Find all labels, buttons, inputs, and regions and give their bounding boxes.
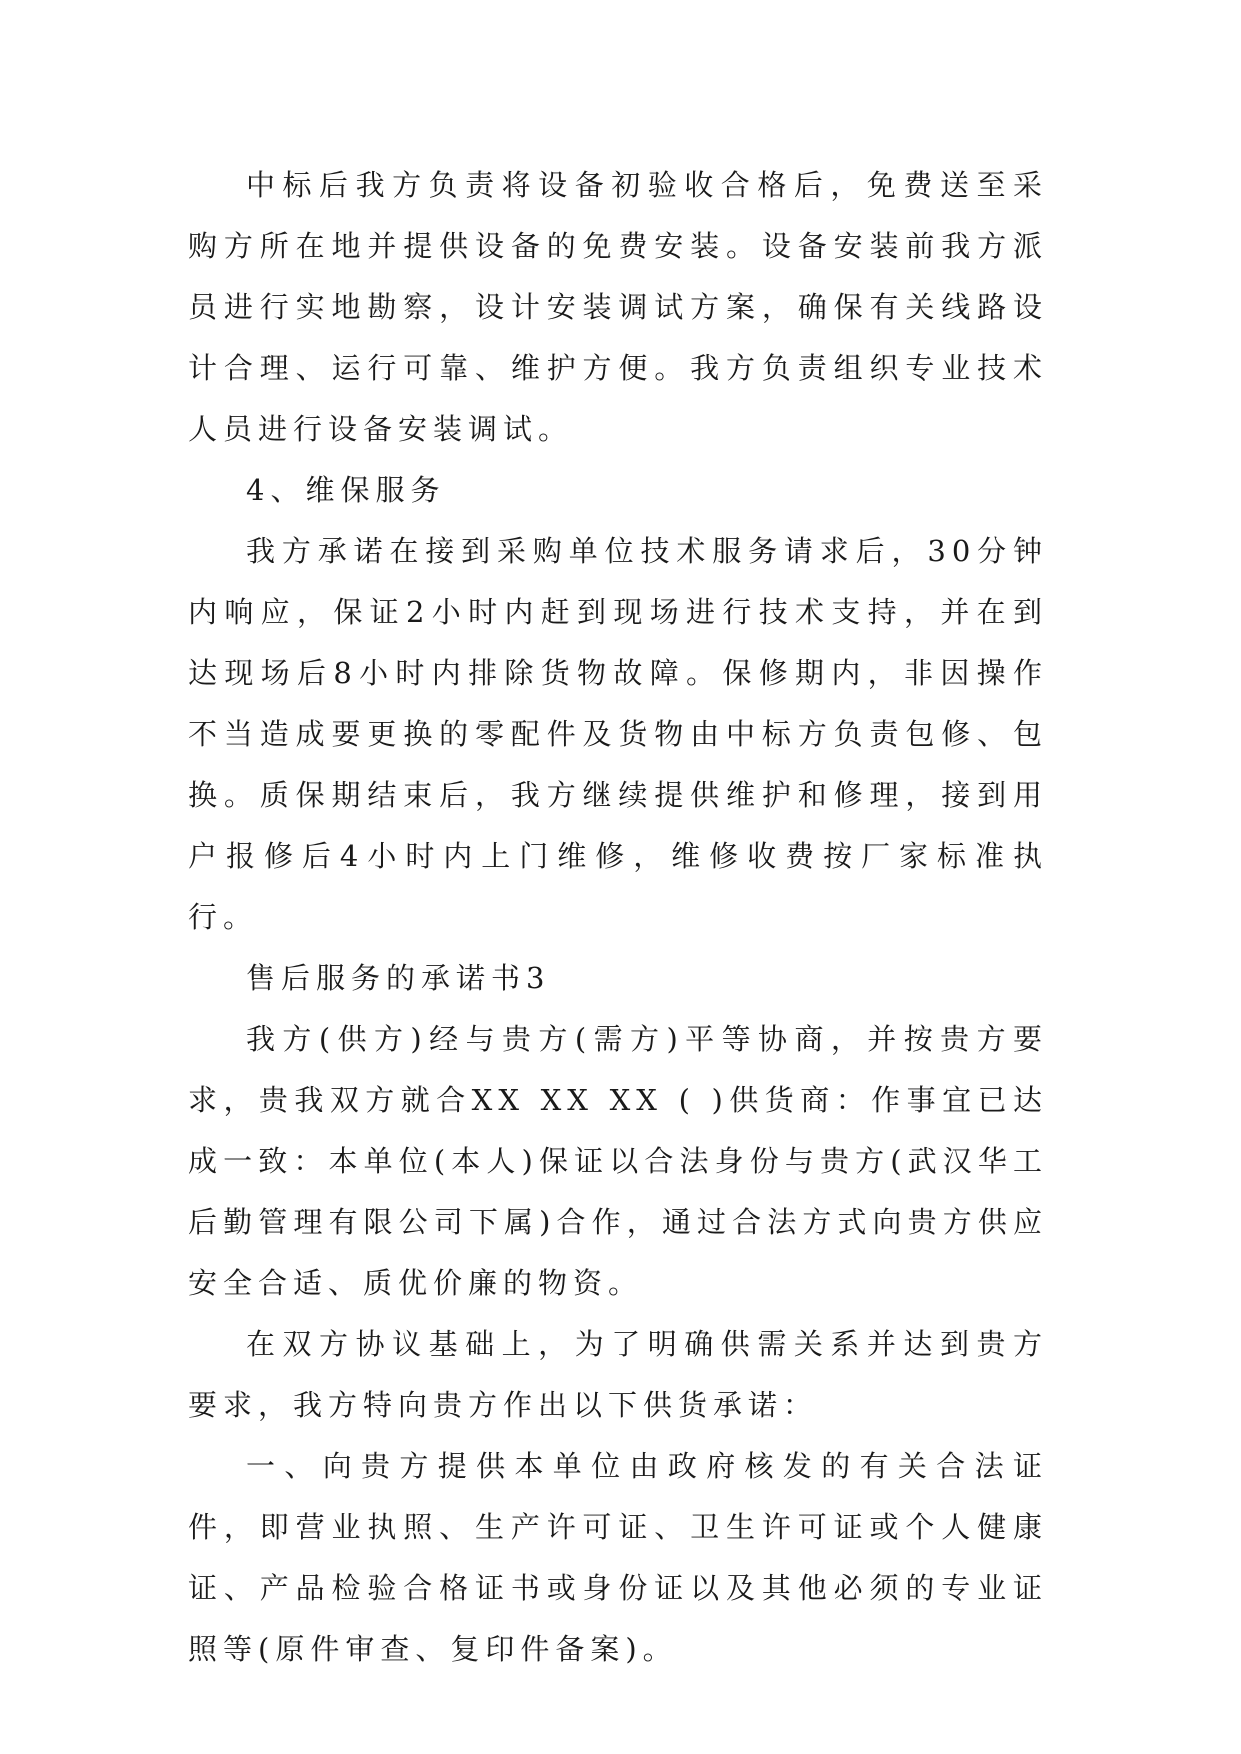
paragraph-maintenance-commitment: 我方承诺在接到采购单位技术服务请求后，30分钟内响应，保证2小时内赶到现场进行技术支持，并在到达现场后8小时内排除货物故障。保修期内，非因操作不当造成要更换的零配件及货物由中标方负责包修、包换。质保期结束后，我方继续提供维护和修理，接到用户报修后4小时内上门维修，维修收费按厂家标准执行。 <box>188 534 1048 934</box>
paragraph-commitment-item-1: 一、向贵方提供本单位由政府核发的有关合法证件，即营业执照、生产许可证、卫生许可证或个人健康证、产品检验合格证书或身份证以及其他必须的专业证照等(原件审查、复印件备案)。 <box>188 1449 1048 1666</box>
paragraph-installation: 中标后我方负责将设备初验收合格后，免费送至采购方所在地并提供设备的免费安装。设备安装前我方派员进行实地勘察，设计安装调试方案，确保有关线路设计合理、运行可靠、维护方便。我方负责组织专业技术人员进行设备安装调试。 <box>188 168 1048 446</box>
section-heading-maintenance: 4、维保服务 <box>246 473 446 507</box>
section-heading-aftersales-letter: 售后服务的承诺书3 <box>246 961 551 995</box>
document-body <box>188 155 1048 1680</box>
paragraph-supply-commitment-intro: 在双方协议基础上，为了明确供需关系并达到贵方要求，我方特向贵方作出以下供货承诺： <box>188 1327 1048 1422</box>
paragraph-supply-agreement: 我方(供方)经与贵方(需方)平等协商，并按贵方要求，贵我双方就合XX XX XX ( )供货商：作事宜已达成一致：本单位(本人)保证以合法身份与贵方(武汉华工后勤管理有限公司下属)合作，通过合法方式向贵方供应安全合适、质优价廉的物资。 <box>188 1022 1048 1300</box>
